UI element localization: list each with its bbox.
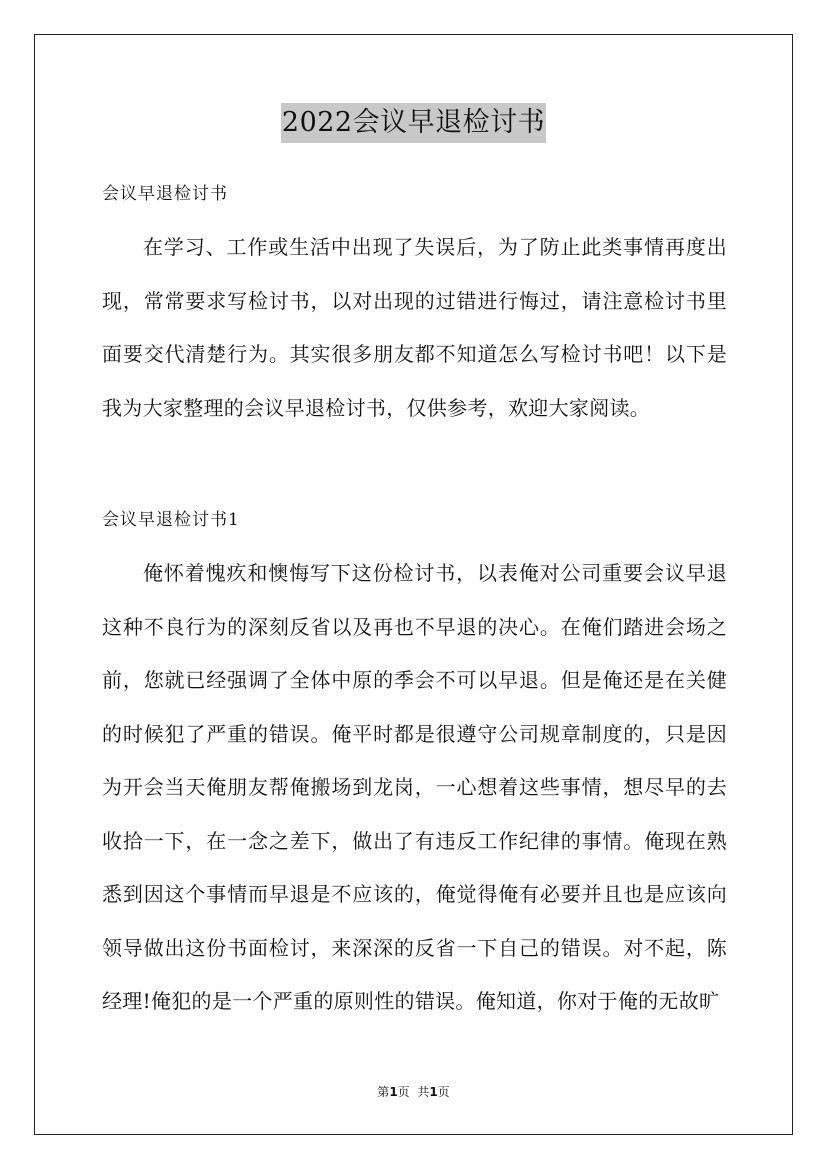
- intro-paragraph: 在学习、工作或生活中出现了失误后，为了防止此类事情再度出现，常常要求写检讨书，以对出现的过错进行悔过，请注意检讨书里面要交代清楚行为。其实很多朋友都不知道怎么写检讨书吧！以下是我为大家整理的会议早退检讨书，仅供参考，欢迎大家阅读。: [102, 235, 727, 420]
- document-title-block: [0, 103, 827, 143]
- page-footer: [0, 1084, 827, 1100]
- footer-page-suffix: 页: [437, 1085, 450, 1099]
- footer-page-mid: 页 共: [397, 1085, 430, 1099]
- section1-heading: 会议早退检讨书1: [102, 510, 240, 530]
- footer-page-total: 1: [429, 1085, 438, 1099]
- intro-heading: 会议早退检讨书: [102, 184, 228, 204]
- document-title: 2022会议早退检讨书: [281, 103, 546, 143]
- footer-page-prefix: 第: [377, 1085, 390, 1099]
- section1-paragraph: 俺怀着愧疚和懊悔写下这份检讨书，以表俺对公司重要会议早退这种不良行为的深刻反省以及再也不早退的决心。在俺们踏进会场之前，您就已经强调了全体中原的季会不可以早退。但是俺还是在关健的时候犯了严重的错误。俺平时都是很遵守公司规章制度的，只是因为开会当天俺朋友帮俺搬场到龙岗，一心想着这些事情，想尽早的去收拾一下，在一念之差下，做出了有违反工作纪律的事情。俺现在熟悉到因这个事情而早退是不应该的，俺觉得俺有必要并且也是应该向领导做出这份书面检讨，来深深的反省一下自己的错误。对不起，陈经理!俺犯的是一个严重的原则性的错误。俺知道，你对于俺的无故旷: [102, 561, 727, 1013]
- footer-page-current: 1: [389, 1085, 398, 1099]
